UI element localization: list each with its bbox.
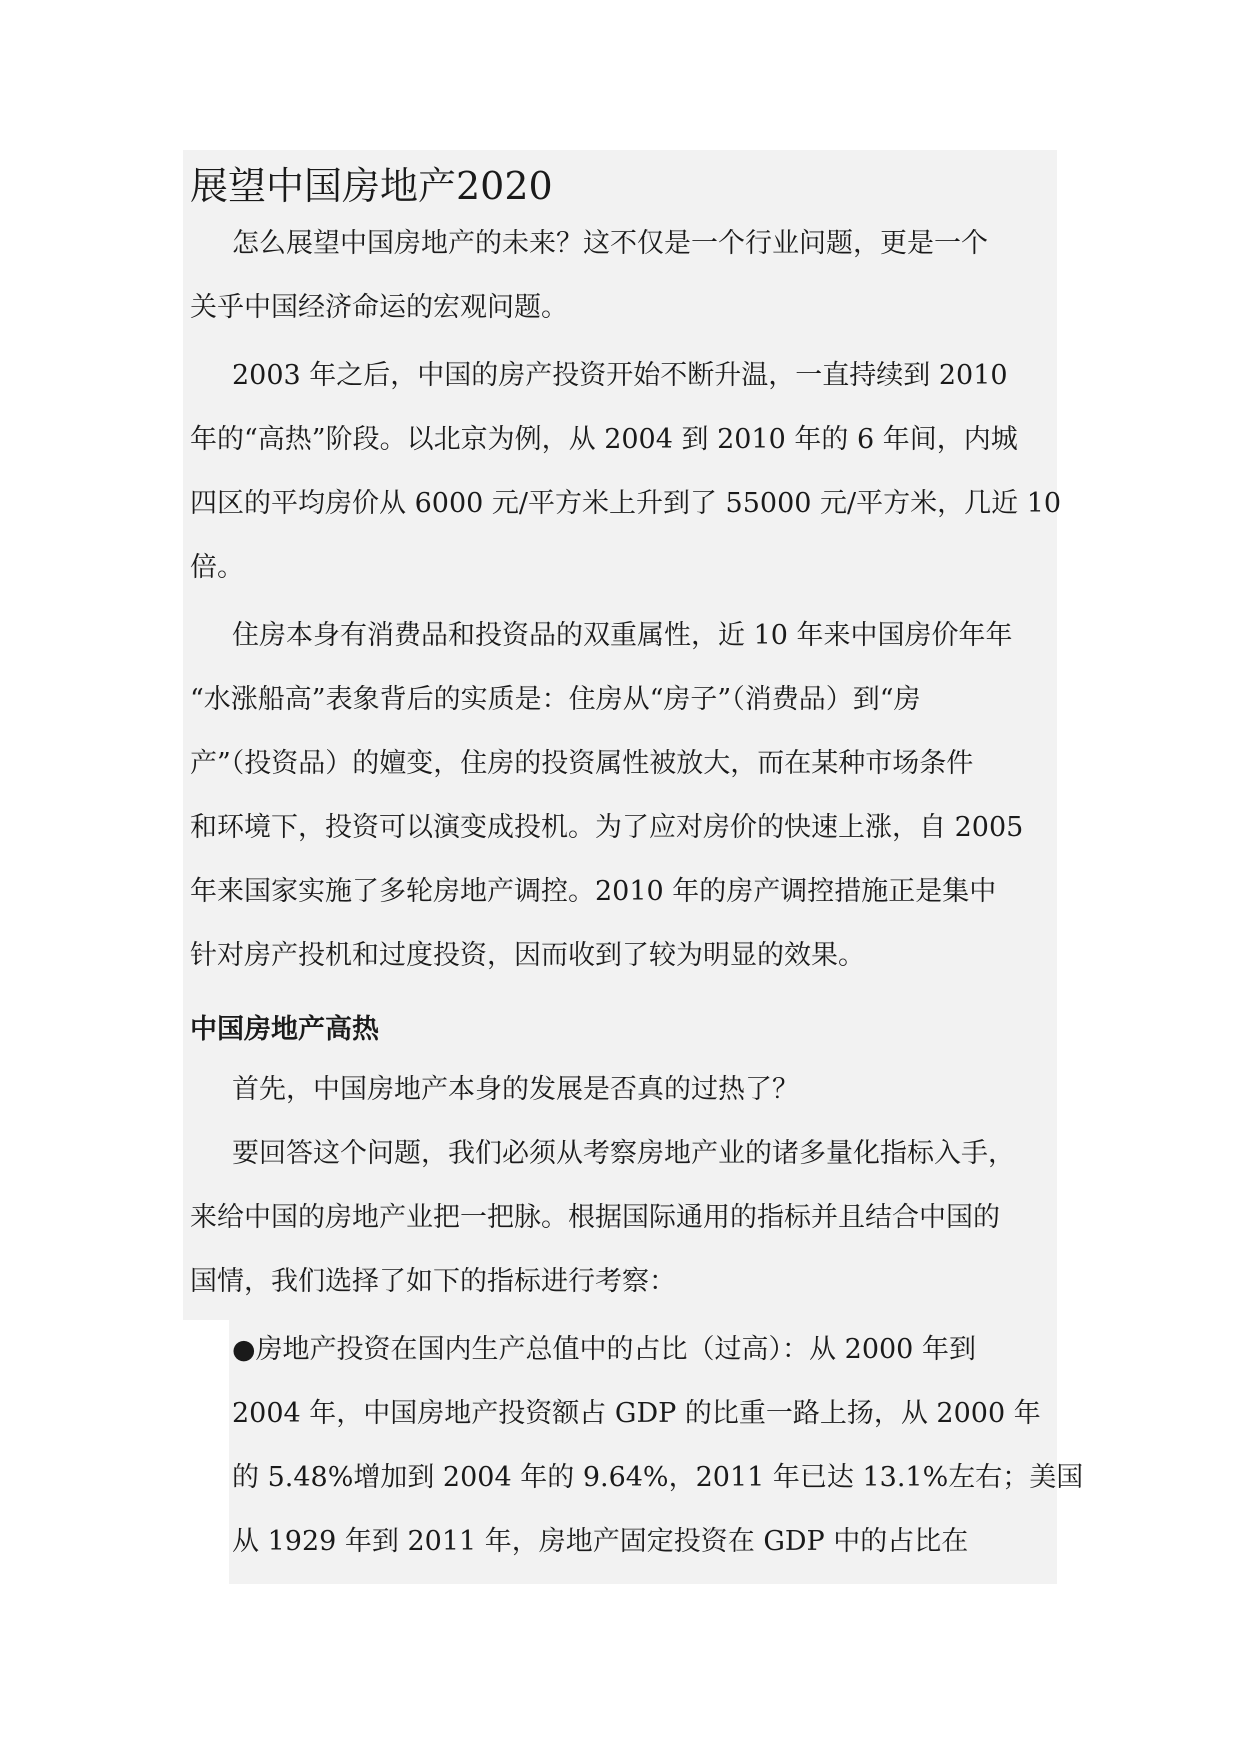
bullet-icon: ● xyxy=(232,1334,256,1365)
text-line: 房地产投资在国内生产总值中的占比（过高）：从 2000 年到 xyxy=(255,1334,976,1365)
section-heading: 中国房地产高热 xyxy=(190,1014,379,1045)
text-line: 和环境下，投资可以演变成投机。为了应对房价的快速上涨，自 2005 xyxy=(190,812,1024,843)
text-line: 怎么展望中国房地产的未来？这不仅是一个行业问题，更是一个 xyxy=(232,228,988,259)
list-item xyxy=(232,1330,976,1370)
text-line: 四区的平均房价从 6000 元/平方米上升到了 55000 元/平方米，几近 10 xyxy=(190,488,1062,519)
text-line: 要回答这个问题，我们必须从考察房地产业的诸多量化指标入手， xyxy=(232,1138,1015,1169)
text-line: “水涨船高”表象背后的实质是：住房从“房子”（消费品）到“房 xyxy=(190,684,921,715)
text-line: 的 5.48%增加到 2004 年的 9.64%，2011 年已达 13.1%左右；美国 xyxy=(232,1462,1084,1493)
text-line: 倍。 xyxy=(190,552,244,583)
text-line: 首先，中国房地产本身的发展是否真的过热了？ xyxy=(232,1074,799,1105)
text-line: 来给中国的房地产业把一把脉。根据国际通用的指标并且结合中国的 xyxy=(190,1202,1000,1233)
text-line: 产”（投资品）的嬗变，住房的投资属性被放大，而在某种市场条件 xyxy=(190,748,974,779)
text-line: 年的“高热”阶段。以北京为例，从 2004 到 2010 年的 6 年间，内城 xyxy=(190,424,1018,455)
page-title: 展望中国房地产2020 xyxy=(190,164,553,208)
text-line: 住房本身有消费品和投资品的双重属性，近 10 年来中国房价年年 xyxy=(232,620,1013,651)
text-line: 2004 年，中国房地产投资额占 GDP 的比重一路上扬，从 2000 年 xyxy=(232,1398,1041,1429)
text-line: 国情，我们选择了如下的指标进行考察： xyxy=(190,1266,676,1297)
text-line: 针对房产投机和过度投资，因而收到了较为明显的效果。 xyxy=(190,940,865,971)
text-line: 2003 年之后，中国的房产投资开始不断升温，一直持续到 2010 xyxy=(232,360,1008,391)
text-line: 年来国家实施了多轮房地产调控。2010 年的房产调控措施正是集中 xyxy=(190,876,997,907)
text-line: 从 1929 年到 2011 年，房地产固定投资在 GDP 中的占比在 xyxy=(232,1526,969,1557)
text-line: 关乎中国经济命运的宏观问题。 xyxy=(190,292,568,323)
